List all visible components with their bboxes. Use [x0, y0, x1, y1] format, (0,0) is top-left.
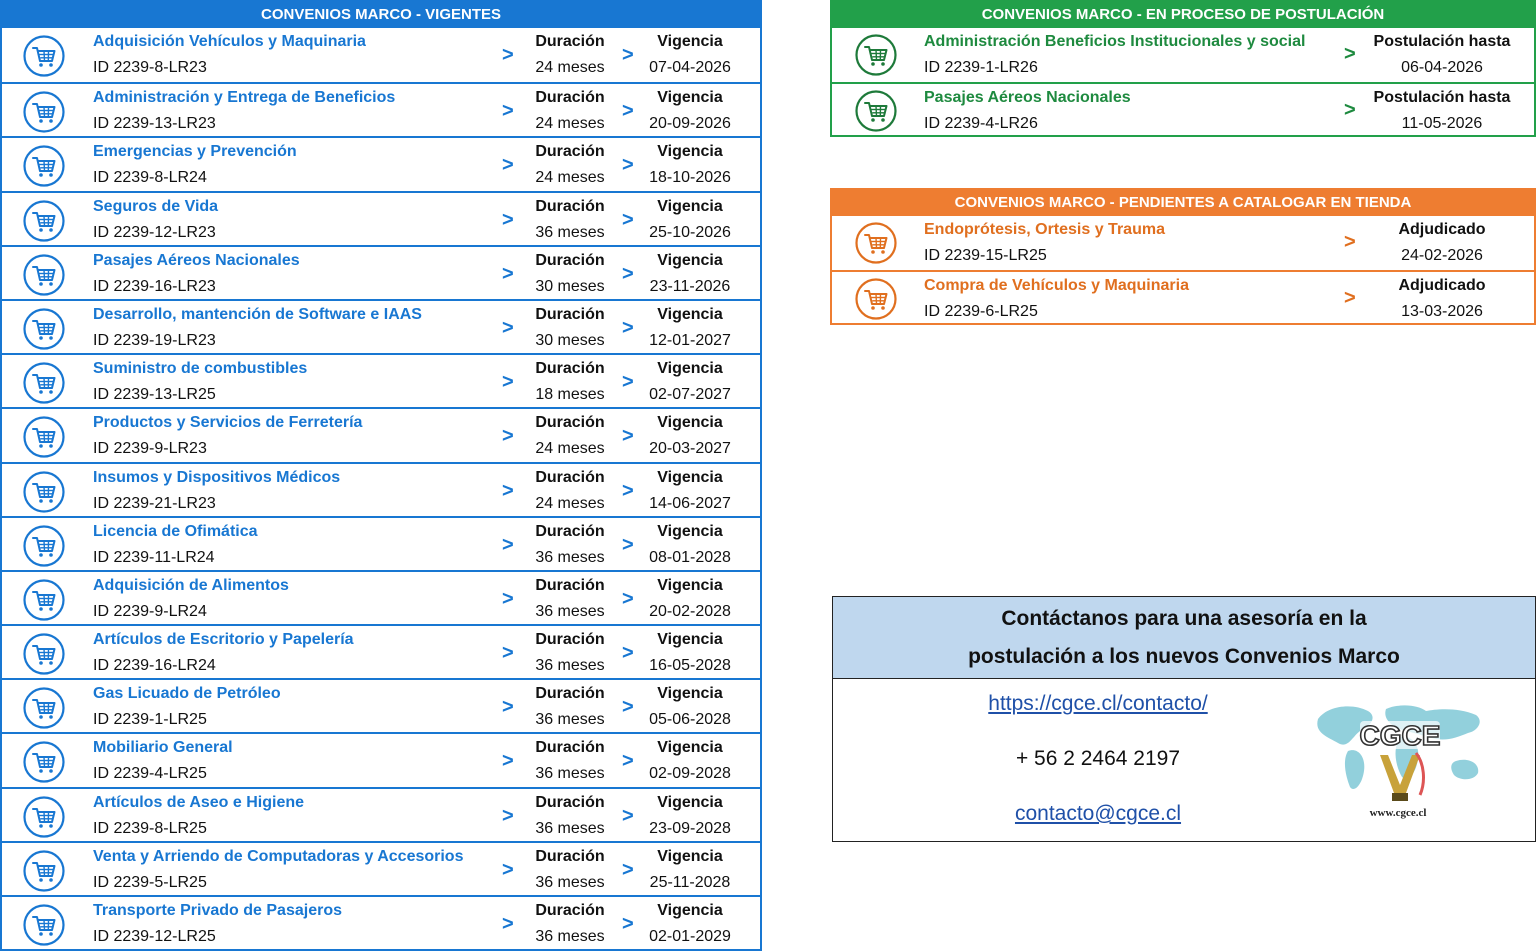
- cart-icon-wrap: [22, 34, 66, 78]
- cart-icon-wrap: [22, 849, 66, 893]
- shopping-cart-icon: [22, 144, 66, 188]
- chevron-right-icon: >: [502, 750, 514, 773]
- shopping-cart-icon: [22, 795, 66, 839]
- adjudicado-label: Adjudicado: [1398, 221, 1486, 238]
- chevron-right-icon: >: [1344, 286, 1356, 309]
- convenio-id: ID 2239-19-LR23: [93, 331, 216, 349]
- duration-value: 24 meses: [535, 169, 605, 187]
- convenio-title[interactable]: Compra de Vehículos y Maquinaria: [924, 276, 1189, 294]
- chevron-right-icon: >: [622, 316, 634, 339]
- duration-label: Duración: [535, 251, 605, 269]
- duration-label: Duración: [535, 360, 605, 378]
- convenio-id: ID 2239-4-LR26: [924, 114, 1038, 132]
- chevron-right-icon: >: [622, 154, 634, 177]
- chevron-right-icon: >: [502, 154, 514, 177]
- shopping-cart-icon: [22, 740, 66, 784]
- duration-label: Duración: [535, 576, 605, 594]
- convenio-title[interactable]: Gas Licuado de Petróleo: [93, 685, 281, 703]
- chevron-right-icon: >: [502, 371, 514, 394]
- chevron-right-icon: >: [502, 425, 514, 448]
- convenio-id: ID 2239-13-LR25: [93, 386, 216, 404]
- vigentes-row[interactable]: [2, 787, 760, 841]
- adjudicado-date: 24-02-2026: [1401, 247, 1483, 264]
- cart-icon-wrap: [22, 199, 66, 243]
- contact-url-link[interactable]: https://cgce.cl/contacto/: [988, 692, 1208, 715]
- postulacion-list: [832, 28, 1534, 135]
- convenio-title[interactable]: Pasajes Aéreos Nacionales: [924, 88, 1131, 106]
- validity-value: 20-02-2028: [649, 602, 731, 620]
- duration-value: 36 meses: [535, 711, 605, 729]
- validity-label: Vigencia: [657, 360, 723, 378]
- cart-icon-wrap: [22, 686, 66, 730]
- validity-label: Vigencia: [657, 576, 723, 594]
- postulacion-label: Postulación hasta: [1373, 88, 1511, 106]
- vigentes-row[interactable]: [2, 82, 760, 136]
- convenio-id: ID 2239-8-LR23: [93, 59, 207, 76]
- validity-label: Vigencia: [657, 468, 723, 486]
- shopping-cart-icon: [22, 34, 66, 78]
- shopping-cart-icon: [22, 199, 66, 243]
- convenio-id: ID 2239-1-LR26: [924, 59, 1038, 76]
- cart-icon-wrap: [22, 361, 66, 405]
- convenio-title[interactable]: Mobiliario General: [93, 739, 233, 757]
- postulacion-label: Postulación hasta: [1373, 33, 1511, 50]
- validity-label: Vigencia: [657, 414, 723, 432]
- postulacion-panel: [830, 0, 1536, 137]
- cart-icon-wrap: [22, 632, 66, 676]
- convenio-id: ID 2239-5-LR25: [93, 873, 207, 891]
- vigentes-row[interactable]: [2, 462, 760, 516]
- vigentes-row[interactable]: [2, 28, 760, 82]
- chevron-right-icon: >: [1344, 231, 1356, 253]
- contact-phone: + 56 2 2464 2197: [1015, 747, 1181, 770]
- cart-icon-wrap: [22, 524, 66, 568]
- chevron-right-icon: >: [622, 425, 634, 448]
- validity-label: Vigencia: [657, 793, 723, 811]
- validity-value: 20-09-2026: [649, 115, 731, 133]
- contact-heading: [833, 597, 1535, 679]
- cart-icon-wrap: [854, 277, 898, 321]
- cart-icon-wrap: [854, 221, 898, 265]
- convenio-id: ID 2239-4-LR25: [93, 765, 207, 783]
- convenio-title[interactable]: Insumos y Dispositivos Médicos: [93, 468, 341, 486]
- duration-value: 36 meses: [535, 873, 605, 891]
- convenio-title[interactable]: Venta y Arriendo de Computadoras y Accesorios: [93, 847, 464, 865]
- convenio-id: ID 2239-11-LR24: [93, 548, 215, 566]
- pendientes-panel: [830, 188, 1536, 325]
- convenio-id: ID 2239-1-LR25: [93, 711, 207, 729]
- shopping-cart-icon: [22, 849, 66, 893]
- convenio-title[interactable]: Licencia de Ofimática: [93, 522, 258, 540]
- shopping-cart-icon: [22, 470, 66, 514]
- convenio-id: ID 2239-9-LR23: [93, 440, 207, 458]
- chevron-right-icon: >: [502, 804, 514, 827]
- cart-icon-wrap: [22, 470, 66, 514]
- duration-label: Duración: [535, 685, 605, 703]
- vigentes-list: [2, 28, 760, 949]
- vigentes-row[interactable]: [2, 895, 760, 949]
- validity-label: Vigencia: [657, 143, 723, 161]
- shopping-cart-icon: [22, 578, 66, 622]
- chevron-right-icon: >: [502, 587, 514, 610]
- logo-url: www.cgce.cl: [1369, 807, 1427, 819]
- chevron-right-icon: >: [502, 642, 514, 665]
- pendientes-list: [832, 216, 1534, 323]
- validity-label: Vigencia: [657, 902, 723, 919]
- duration-label: Duración: [535, 143, 605, 161]
- vigentes-row[interactable]: [2, 570, 760, 624]
- validity-value: 16-05-2028: [649, 657, 731, 675]
- convenio-id: ID 2239-12-LR23: [93, 223, 216, 241]
- duration-value: 18 meses: [535, 386, 605, 404]
- convenio-title[interactable]: Endoprótesis, Ortesis y Trauma: [924, 221, 1165, 238]
- pendientes-row[interactable]: [832, 270, 1534, 324]
- chevron-right-icon: >: [502, 858, 514, 881]
- duration-value: 24 meses: [535, 494, 605, 512]
- duration-label: Duración: [535, 847, 605, 865]
- postulacion-date: 11-05-2026: [1401, 114, 1483, 132]
- validity-value: 14-06-2027: [649, 494, 731, 512]
- convenio-title[interactable]: Transporte Privado de Pasajeros: [93, 902, 342, 919]
- vigentes-header: CONVENIOS MARCO - VIGENTES: [2, 0, 760, 28]
- duration-value: 24 meses: [535, 59, 605, 76]
- postulacion-row[interactable]: [832, 28, 1534, 82]
- chevron-right-icon: >: [622, 858, 634, 881]
- contact-heading-line2: postulación a los nuevos Convenios Marco: [968, 644, 1400, 668]
- validity-value: 08-01-2028: [649, 548, 731, 566]
- convenio-title[interactable]: Artículos de Aseo e Higiene: [93, 793, 305, 811]
- convenio-title[interactable]: Administración y Entrega de Beneficios: [93, 89, 396, 107]
- duration-label: Duración: [535, 902, 605, 919]
- contact-email-link[interactable]: contacto@cgce.cl: [1014, 802, 1182, 825]
- duration-label: Duración: [535, 739, 605, 757]
- validity-value: 07-04-2026: [649, 59, 731, 76]
- duration-label: Duración: [535, 468, 605, 486]
- convenio-title[interactable]: Adquisición Vehículos y Maquinaria: [93, 33, 366, 50]
- duration-value: 36 meses: [535, 928, 605, 945]
- pendientes-row[interactable]: [832, 216, 1534, 270]
- chevron-right-icon: >: [1344, 98, 1356, 121]
- duration-label: Duración: [535, 522, 605, 540]
- convenio-id: ID 2239-9-LR24: [93, 602, 207, 620]
- duration-value: 36 meses: [535, 223, 605, 241]
- postulacion-header: CONVENIOS MARCO - EN PROCESO DE POSTULACIÓN: [832, 0, 1534, 28]
- convenio-id: ID 2239-13-LR23: [93, 115, 216, 133]
- shopping-cart-icon: [22, 253, 66, 297]
- vigentes-row[interactable]: [2, 353, 760, 407]
- postulacion-row[interactable]: [832, 82, 1534, 136]
- chevron-right-icon: >: [502, 316, 514, 339]
- validity-label: Vigencia: [657, 847, 723, 865]
- duration-value: 24 meses: [535, 115, 605, 133]
- chevron-right-icon: >: [502, 696, 514, 719]
- chevron-right-icon: >: [502, 479, 514, 502]
- convenio-id: ID 2239-15-LR25: [924, 247, 1047, 264]
- chevron-right-icon: >: [502, 533, 514, 556]
- chevron-right-icon: >: [622, 913, 634, 935]
- contact-heading-line1: Contáctanos para una asesoría en la: [1001, 606, 1367, 630]
- vigentes-row[interactable]: [2, 191, 760, 245]
- chevron-right-icon: >: [1344, 43, 1356, 65]
- validity-value: 23-09-2028: [649, 819, 731, 837]
- validity-value: 05-06-2028: [649, 711, 731, 729]
- cart-icon-wrap: [854, 33, 898, 77]
- validity-label: Vigencia: [657, 522, 723, 540]
- validity-label: Vigencia: [657, 739, 723, 757]
- duration-label: Duración: [535, 414, 605, 432]
- chevron-right-icon: >: [502, 262, 514, 285]
- shopping-cart-icon: [854, 221, 898, 265]
- chevron-right-icon: >: [622, 44, 634, 66]
- convenio-id: ID 2239-8-LR24: [93, 169, 207, 187]
- cart-icon-wrap: [22, 795, 66, 839]
- duration-value: 36 meses: [535, 548, 605, 566]
- chevron-right-icon: >: [502, 100, 514, 123]
- duration-value: 30 meses: [535, 277, 605, 295]
- convenio-title[interactable]: Seguros de Vida: [93, 197, 219, 215]
- shopping-cart-icon: [22, 90, 66, 134]
- chevron-right-icon: >: [622, 533, 634, 556]
- chevron-right-icon: >: [622, 642, 634, 665]
- validity-value: 02-01-2029: [649, 928, 731, 945]
- chevron-right-icon: >: [622, 100, 634, 123]
- shopping-cart-icon: [22, 361, 66, 405]
- duration-value: 24 meses: [535, 440, 605, 458]
- shopping-cart-icon: [854, 33, 898, 77]
- shopping-cart-icon: [22, 903, 66, 947]
- duration-label: Duración: [535, 197, 605, 215]
- chevron-right-icon: >: [502, 208, 514, 231]
- duration-label: Duración: [535, 793, 605, 811]
- validity-value: 23-11-2026: [649, 277, 731, 295]
- adjudicado-date: 13-03-2026: [1401, 302, 1483, 320]
- convenio-title[interactable]: Emergencias y Prevención: [93, 143, 297, 161]
- chevron-right-icon: >: [622, 804, 634, 827]
- chevron-right-icon: >: [622, 696, 634, 719]
- validity-label: Vigencia: [657, 631, 723, 649]
- chevron-right-icon: >: [622, 750, 634, 773]
- duration-value: 36 meses: [535, 765, 605, 783]
- validity-label: Vigencia: [657, 251, 723, 269]
- chevron-right-icon: >: [622, 371, 634, 394]
- chevron-right-icon: >: [622, 208, 634, 231]
- cart-icon-wrap: [22, 90, 66, 134]
- duration-label: Duración: [535, 305, 605, 323]
- vigentes-row[interactable]: [2, 624, 760, 678]
- convenio-id: ID 2239-16-LR23: [93, 277, 216, 295]
- vigentes-row[interactable]: [2, 841, 760, 895]
- vigentes-row[interactable]: [2, 299, 760, 353]
- cart-icon-wrap: [22, 253, 66, 297]
- convenio-id: ID 2239-8-LR25: [93, 819, 207, 837]
- duration-label: Duración: [535, 89, 605, 107]
- vigentes-row[interactable]: [2, 407, 760, 461]
- chevron-right-icon: >: [622, 587, 634, 610]
- vigentes-panel: [0, 0, 762, 951]
- vigentes-row[interactable]: [2, 678, 760, 732]
- cart-icon-wrap: [22, 144, 66, 188]
- chevron-right-icon: >: [622, 479, 634, 502]
- convenio-id: ID 2239-21-LR23: [93, 494, 216, 512]
- adjudicado-label: Adjudicado: [1398, 276, 1486, 294]
- contact-box: [832, 596, 1536, 842]
- validity-label: Vigencia: [657, 685, 723, 703]
- cart-icon-wrap: [22, 415, 66, 459]
- duration-label: Duración: [535, 631, 605, 649]
- validity-value: 02-09-2028: [649, 765, 731, 783]
- shopping-cart-icon: [854, 277, 898, 321]
- convenio-title[interactable]: Productos y Servicios de Ferretería: [93, 414, 363, 432]
- vigentes-row[interactable]: [2, 516, 760, 570]
- validity-value: 25-11-2028: [649, 873, 731, 891]
- convenio-id: ID 2239-12-LR25: [93, 928, 216, 945]
- cart-icon-wrap: [854, 89, 898, 133]
- convenio-id: ID 2239-16-LR24: [93, 657, 216, 675]
- duration-label: Duración: [535, 33, 605, 50]
- shopping-cart-icon: [854, 89, 898, 133]
- svg-text:CGCE: CGCE: [1359, 720, 1441, 751]
- validity-value: 02-07-2027: [649, 386, 731, 404]
- duration-value: 36 meses: [535, 602, 605, 620]
- shopping-cart-icon: [22, 524, 66, 568]
- validity-value: 12-01-2027: [649, 331, 731, 349]
- duration-value: 30 meses: [535, 331, 605, 349]
- world-map-icon: [1308, 697, 1488, 807]
- convenio-title[interactable]: Pasajes Aéreos Nacionales: [93, 251, 300, 269]
- convenio-title[interactable]: Artículos de Escritorio y Papelería: [93, 631, 354, 649]
- vigentes-row[interactable]: [2, 732, 760, 786]
- duration-value: 36 meses: [535, 657, 605, 675]
- convenio-title[interactable]: Adquisición de Alimentos: [93, 576, 289, 594]
- chevron-right-icon: >: [502, 44, 514, 66]
- convenio-title[interactable]: Administración Beneficios Institucionales y social: [924, 33, 1306, 50]
- duration-value: 36 meses: [535, 819, 605, 837]
- cart-icon-wrap: [22, 307, 66, 351]
- validity-value: 25-10-2026: [649, 223, 731, 241]
- cgce-logo: [1308, 697, 1488, 827]
- validity-label: Vigencia: [657, 33, 723, 50]
- cart-icon-wrap: [22, 740, 66, 784]
- vigentes-row[interactable]: [2, 136, 760, 190]
- chevron-right-icon: >: [622, 262, 634, 285]
- shopping-cart-icon: [22, 307, 66, 351]
- shopping-cart-icon: [22, 686, 66, 730]
- convenio-title[interactable]: Desarrollo, mantención de Software e IAAS: [93, 305, 422, 323]
- validity-label: Vigencia: [657, 89, 723, 107]
- shopping-cart-icon: [22, 632, 66, 676]
- shopping-cart-icon: [22, 415, 66, 459]
- validity-label: Vigencia: [657, 197, 723, 215]
- pendientes-header: CONVENIOS MARCO - PENDIENTES A CATALOGAR EN TIENDA: [832, 188, 1534, 216]
- validity-label: Vigencia: [657, 305, 723, 323]
- validity-value: 20-03-2027: [649, 440, 731, 458]
- vigentes-row[interactable]: [2, 245, 760, 299]
- cart-icon-wrap: [22, 578, 66, 622]
- chevron-right-icon: >: [502, 913, 514, 935]
- convenio-title[interactable]: Suministro de combustibles: [93, 360, 308, 378]
- validity-value: 18-10-2026: [649, 169, 731, 187]
- convenio-id: ID 2239-6-LR25: [924, 302, 1038, 320]
- cart-icon-wrap: [22, 903, 66, 947]
- postulacion-date: 06-04-2026: [1401, 59, 1483, 76]
